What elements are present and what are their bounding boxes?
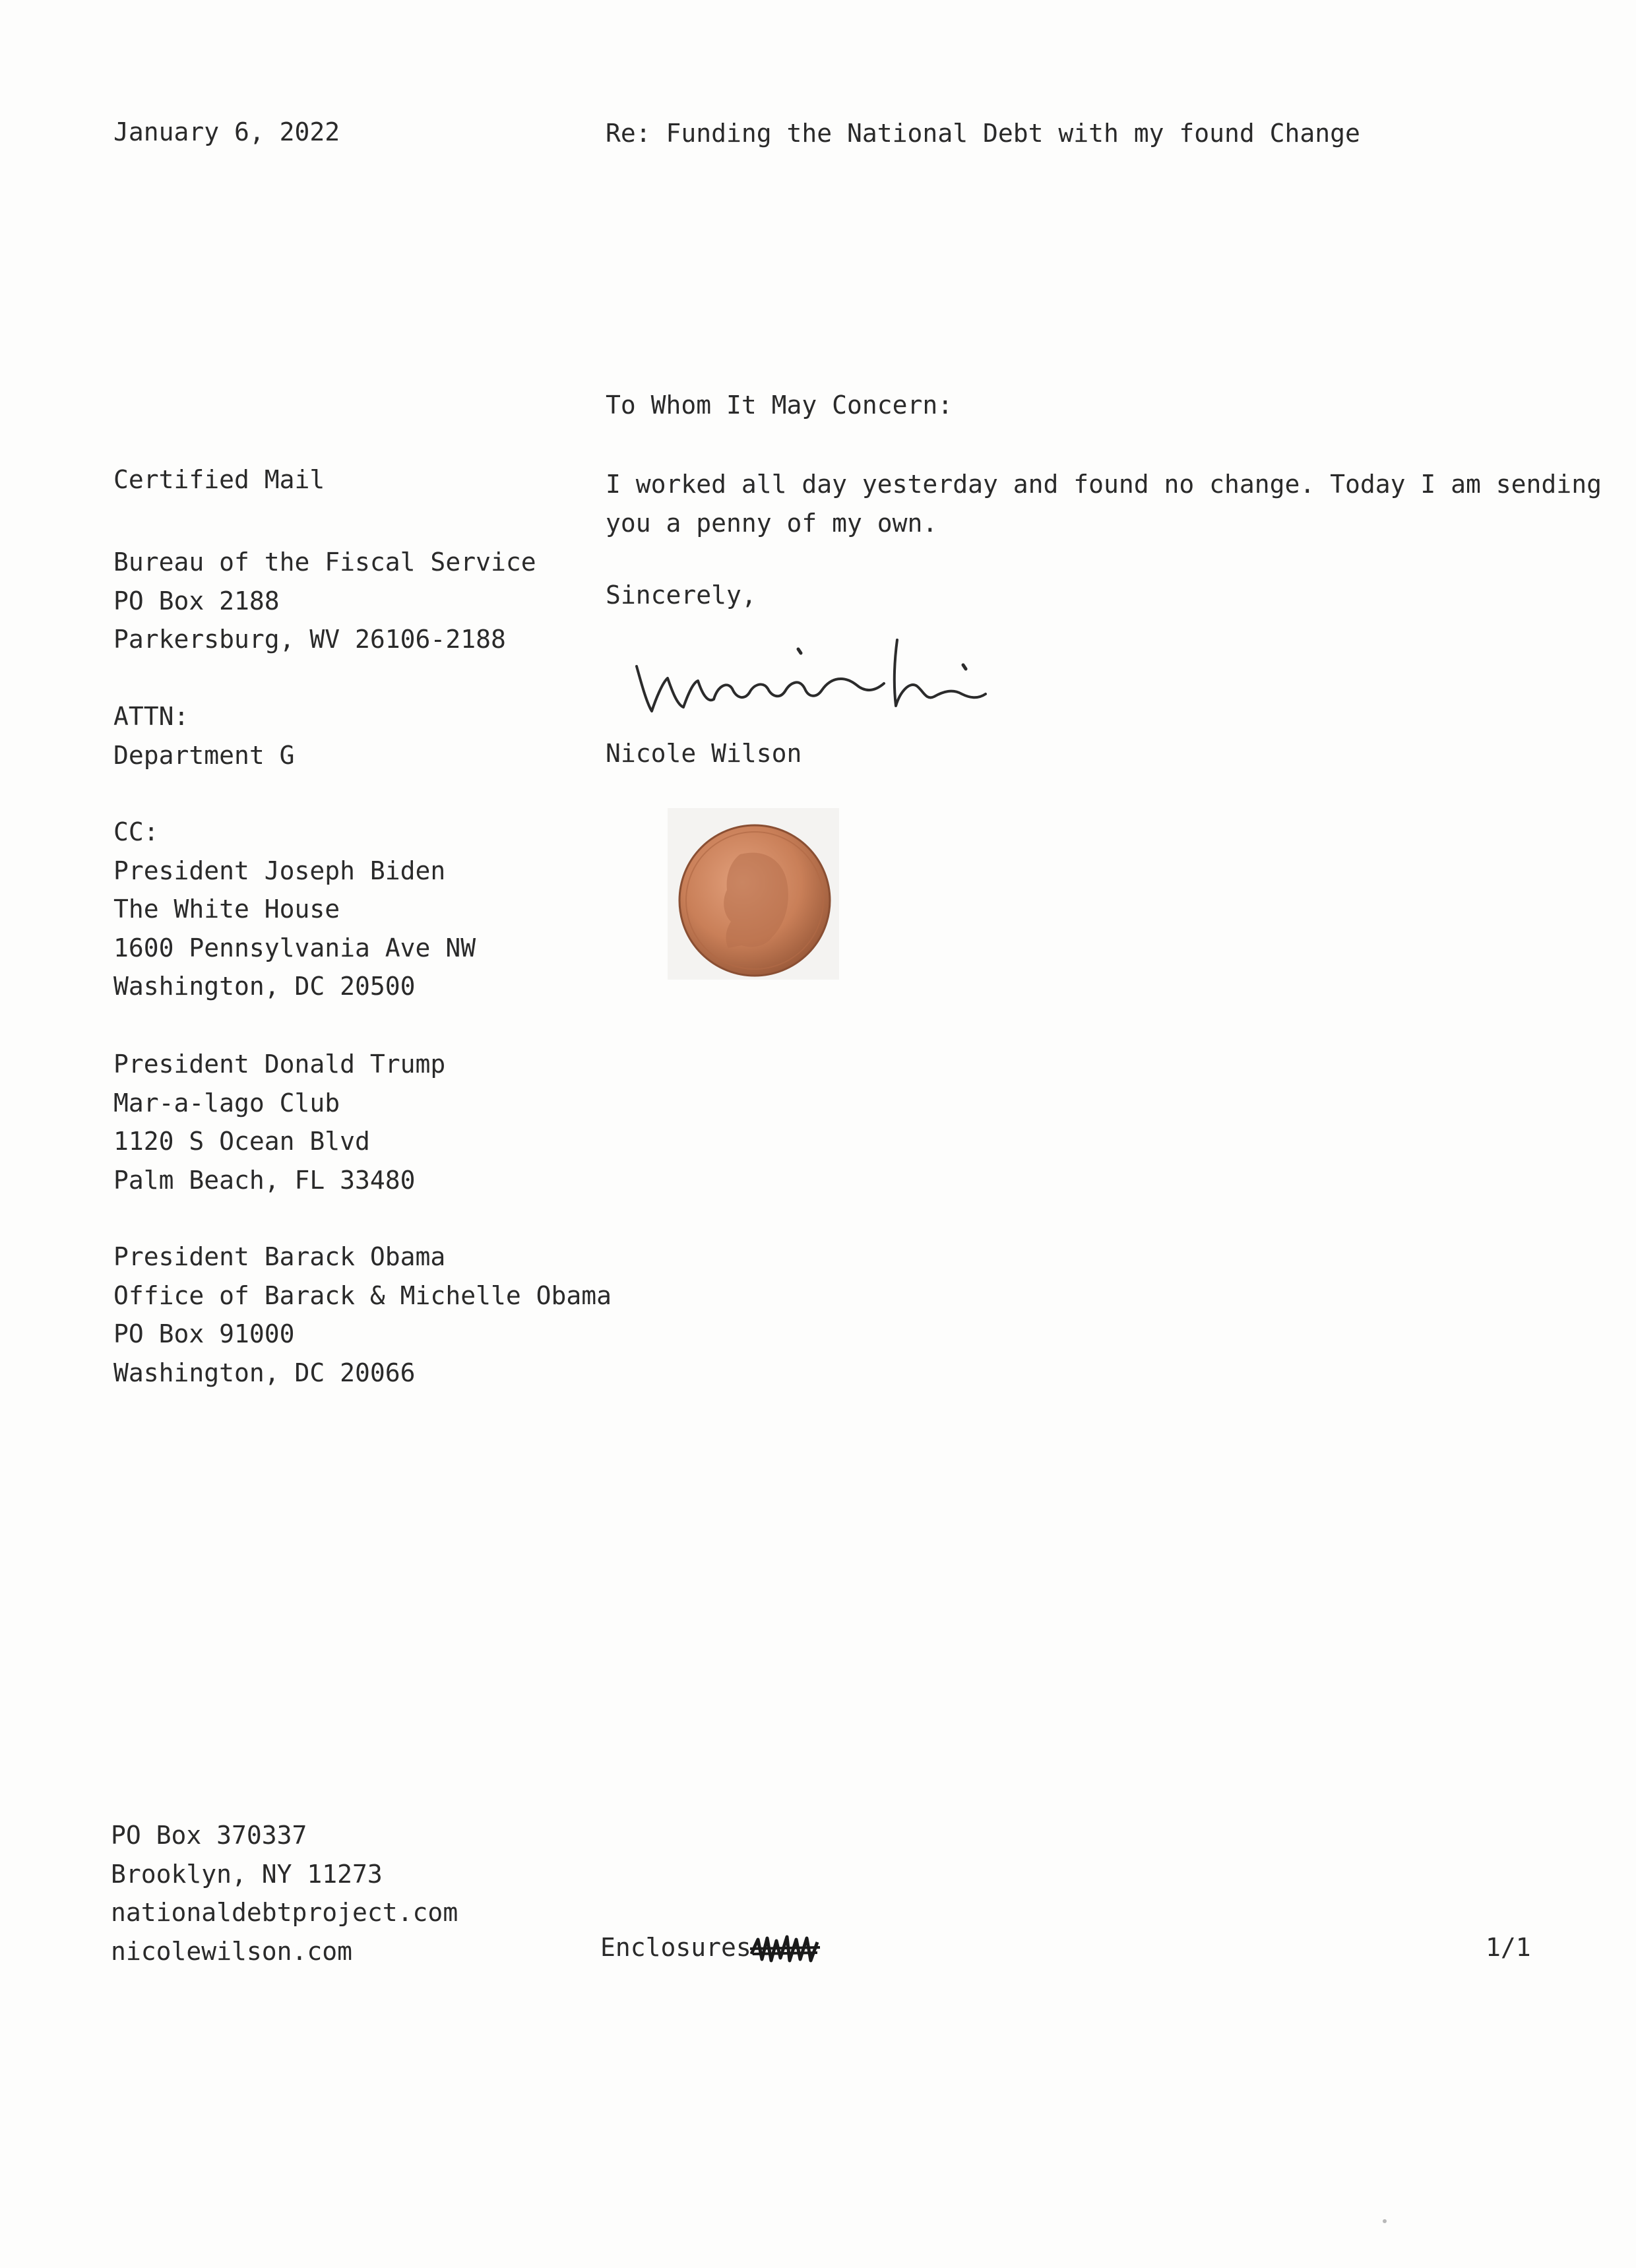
sender-website-link[interactable]: nationaldebtproject.com — [111, 1898, 458, 1927]
enclosure-label: Enclosures — [600, 1933, 751, 1962]
address-line: Bureau of the Fiscal Service — [113, 548, 536, 577]
delivery-method: Certified Mail — [113, 465, 325, 494]
attention-line — [113, 697, 295, 774]
closing: Sincerely, — [606, 581, 757, 610]
address-line: Palm Beach, FL 33480 — [113, 1165, 416, 1195]
cc-label: CC: — [113, 817, 159, 846]
attn-department: Department G — [113, 740, 295, 770]
salutation: To Whom It May Concern: — [606, 391, 953, 420]
enclosure-scribble-mark — [749, 1934, 821, 1965]
address-line: 1600 Pennsylvania Ave NW — [113, 933, 476, 962]
sender-address — [111, 1816, 458, 1970]
address-line: PO Box 91000 — [113, 1319, 295, 1348]
paper-speck — [1383, 2219, 1387, 2223]
penny-coin-image — [668, 808, 839, 980]
sender-line: PO Box 370337 — [111, 1821, 307, 1850]
sender-line: Brooklyn, NY 11273 — [111, 1859, 383, 1889]
letter-subject: Re: Funding the National Debt with my found Change — [606, 119, 1360, 148]
attn-label: ATTN: — [113, 702, 189, 731]
address-line: 1120 S Ocean Blvd — [113, 1127, 370, 1156]
letter-date: January 6, 2022 — [113, 117, 340, 146]
address-line: Washington, DC 20500 — [113, 972, 416, 1001]
address-line: The White House — [113, 895, 340, 924]
enclosure-note — [600, 1933, 821, 1965]
address-line: Office of Barack & Michelle Obama — [113, 1280, 612, 1310]
cc-block-obama — [113, 1238, 612, 1392]
recipient-address — [113, 543, 536, 659]
letter-body — [606, 465, 1602, 542]
address-line: President Donald Trump — [113, 1050, 446, 1079]
signer-name: Nicole Wilson — [606, 739, 802, 768]
address-line: PO Box 2188 — [113, 586, 280, 615]
sender-website-link[interactable]: nicolewilson.com — [111, 1936, 353, 1966]
address-line: Parkersburg, WV 26106-2188 — [113, 625, 506, 654]
cc-block-biden — [113, 813, 476, 1006]
page-number: 1/1 — [1486, 1933, 1531, 1962]
handwritten-signature — [633, 620, 1003, 732]
address-line: Washington, DC 20066 — [113, 1358, 416, 1387]
body-line: you a penny of my own. — [606, 508, 938, 538]
address-line: President Barack Obama — [113, 1242, 446, 1271]
body-line: I worked all day yesterday and found no change. Today I am sending — [606, 470, 1602, 499]
cc-block-trump — [113, 1045, 445, 1199]
address-line: Mar-a-lago Club — [113, 1088, 340, 1118]
address-line: President Joseph Biden — [113, 856, 446, 885]
